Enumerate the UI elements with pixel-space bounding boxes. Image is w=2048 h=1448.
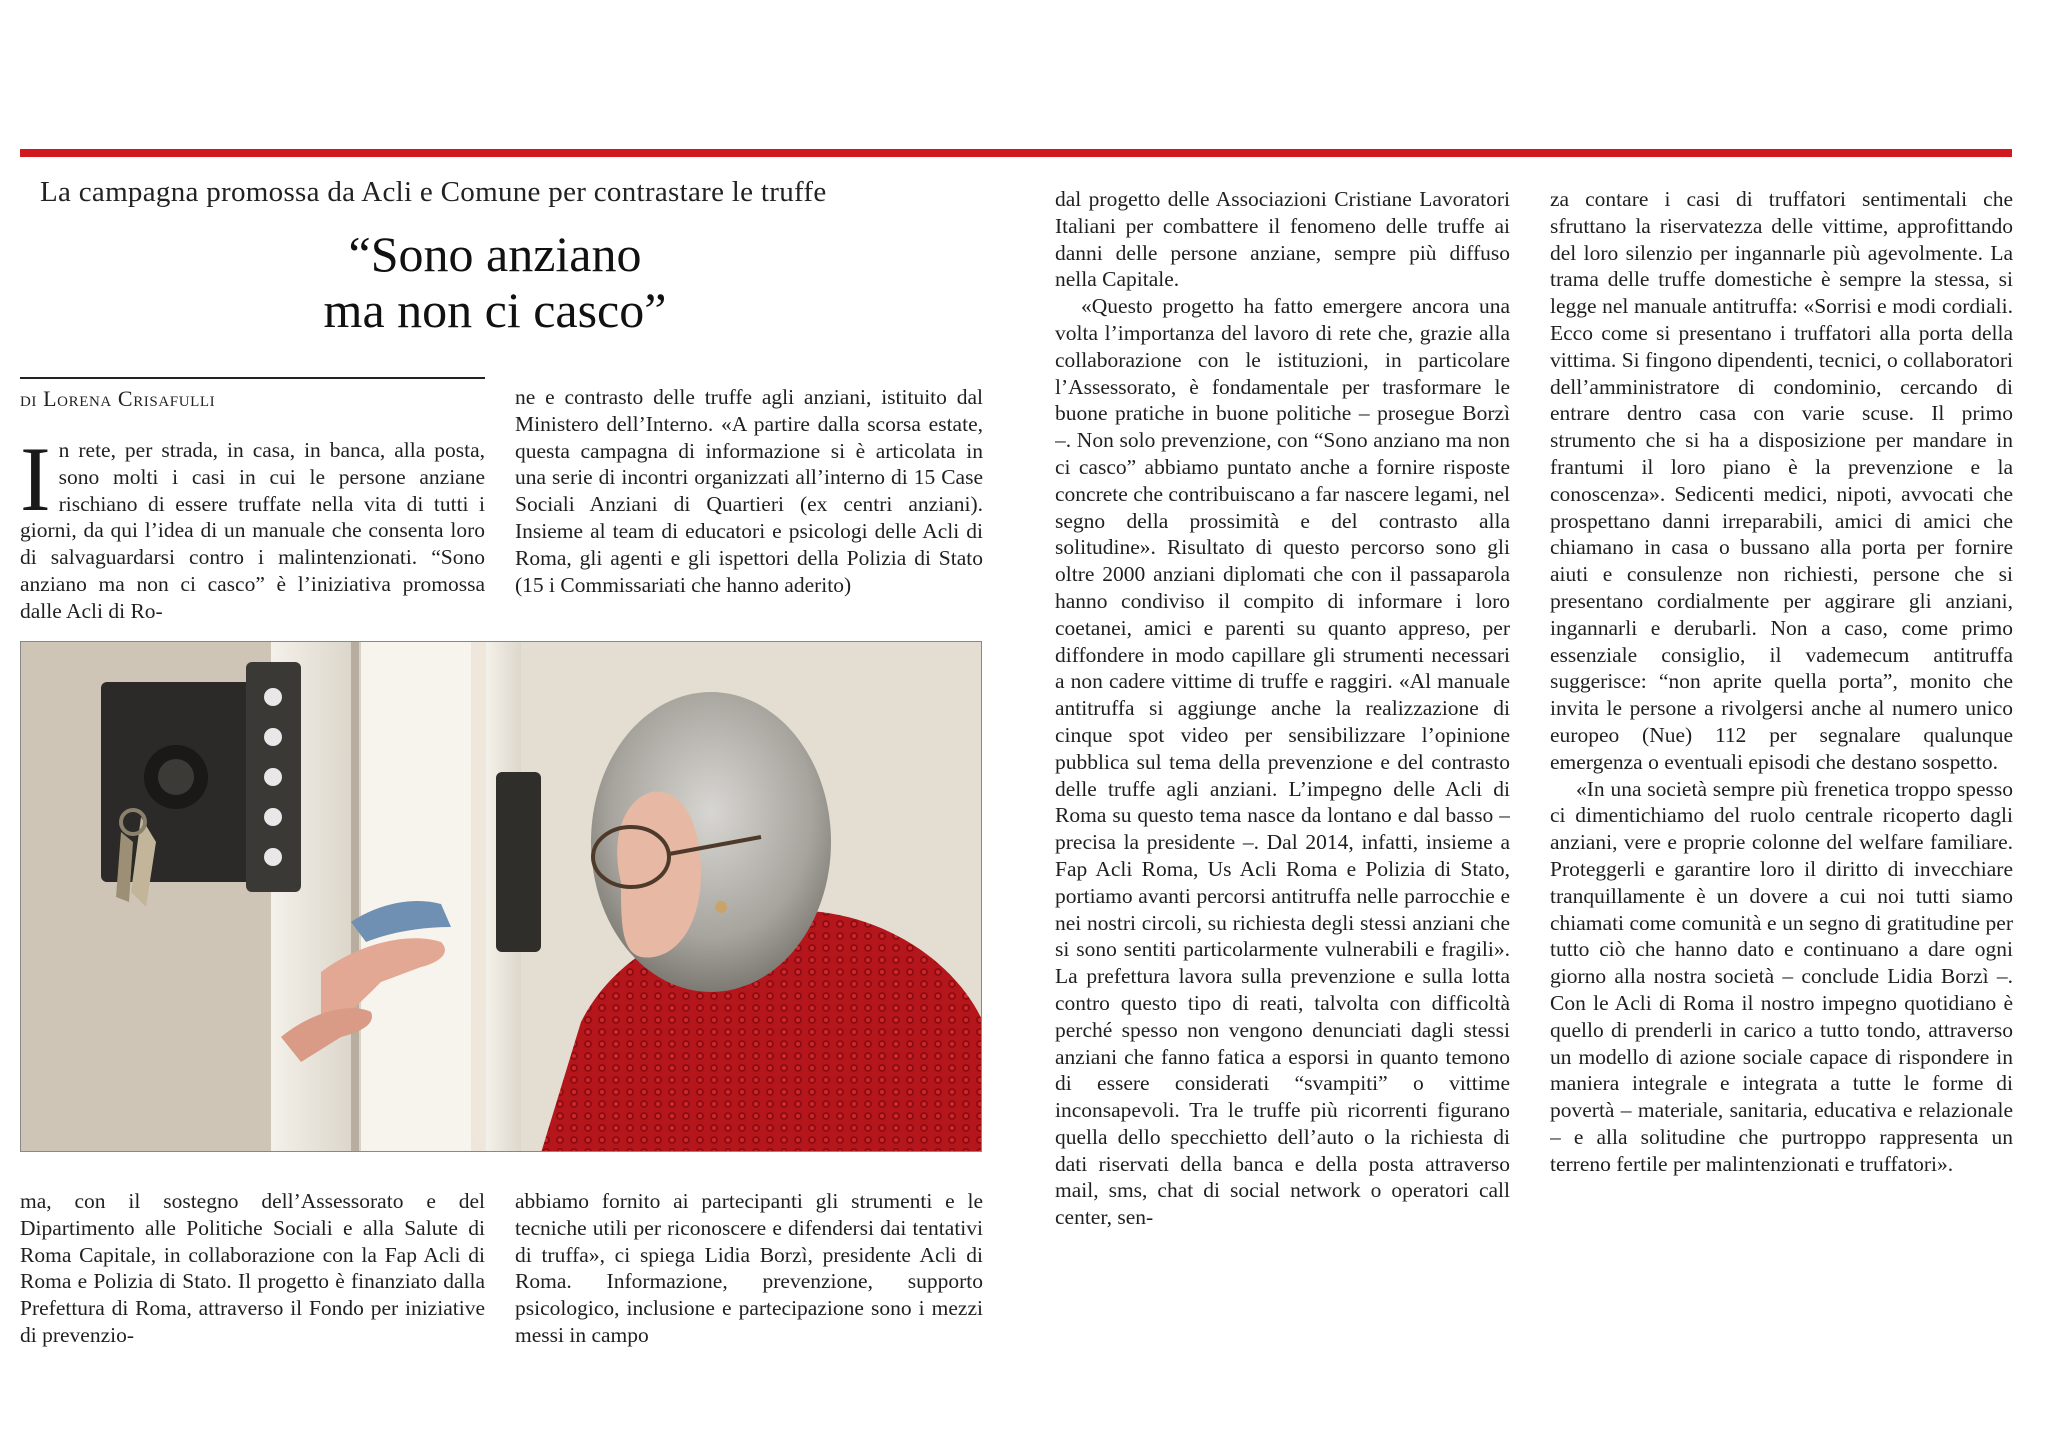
paragraph: za contare i casi di truffatori sentimentali che sfruttano la riservatezza delle vittime, approfittando del loro silenzio per ingannarle più agevolmente. La trama delle truffe domestiche è sempre la stessa, si legge nel manuale antitruffa: «Sorrisi e modi cordiali. Ecco come si presentano i truffatori alla porta della vittima. Si fingono dipendenti, tecnici, o collaboratori dell’amministratore di condominio, cercando di entrare dentro casa con varie scuse. Il primo strumento che si ha a disposizione per mandare in frantumi il loro piano è la prevenzione e la conoscenza». Sedicenti medici, nipoti, avvocati che prospettano danni irreparabili, amici di amici che chiamano in casa o bussano alla porta per fornire aiuti e consulenze non richiesti, persone che si presentano cordialmente per aggirare gli anziani, ingannarli e derubarli. Non a caso, come primo essenziale consiglio, il vademecum antitruffa suggerisce: “non aprite quella porta”, monito che invita le persone a rivolgersi anche al numero unico europeo (Nue) 112 per segnalare qualunque emergenza o eventuali episodi che destano sospetto. (1550, 187, 2013, 774)
column-2-bottom (515, 1188, 983, 1348)
column-4 (1550, 186, 2013, 1348)
paragraph: abbiamo fornito ai partecipanti gli strumenti e le tecniche utili per riconoscere e difendersi dai tentativi di truffa», ci spiega Lidia Borzì, presidente Acli di Roma. Informazione, prevenzione, supporto psicologico, inclusione e partecipazione sono i mezzi messi in campo (515, 1189, 983, 1347)
column-3 (1055, 186, 1510, 1348)
title-line-2: ma non ci casco” (323, 282, 667, 338)
article-title (20, 226, 970, 338)
paragraph: ma, con il sostegno dell’Assessorato e del Dipartimento alle Politiche Sociali e alla Salute di Roma Capitale, in collaborazione con la Fap Acli di Roma e Polizia di Stato. Il progetto è finanziato dalla Prefettura di Roma, attraverso il Fondo per iniziative di prevenzio- (20, 1189, 485, 1347)
column-2-top (515, 384, 983, 624)
paragraph-intro (20, 437, 485, 625)
byline: di Lorena Crisafulli (20, 386, 216, 411)
photo-elderly-woman-at-door-illustration (21, 642, 982, 1152)
title-line-1: “Sono anziano (348, 226, 642, 282)
paragraph: ne e contrasto delle truffe agli anziani, istituito dal Ministero dell’Interno. «A partire dalla scorsa estate, questa campagna di informazione si è articolata in una serie di incontri organizzati all’interno di 15 Case Sociali Anziani di Quartieri (ex centri anziani). Insieme al team di educatori e psicologi delle Acli di Roma, gli agenti e gli ispettori della Polizia di Stato (15 i Commissariati che hanno aderito) (515, 385, 983, 597)
drop-cap: I (20, 437, 51, 530)
paragraph: «In una società sempre più frenetica troppo spesso ci dimentichiamo del ruolo centrale ricoperto dagli anziani, vere e proprie colonne del welfare familiare. Proteggerli e garantire loro il diritto di invecchiare tranquillamente è un dovere a cui noi tutti siamo chiamati come comunità e un segno di gratitudine per tutto ciò che hanno dato e continuano a dare ogni giorno alla nostra società – conclude Lidia Borzì –. Con le Acli di Roma il nostro impegno quotidiano è quello di prenderli in carico a tutto tondo, attraverso un modello di azione sociale capace di rispondere in maniera integrale e integrata a tutte le forme di povertà – materiale, sanitaria, educativa e relazionale – e alla solitudine che purtroppo rappresenta un terreno fertile per malintenzionati e truffatori». (1550, 776, 2013, 1176)
article-photo (20, 641, 982, 1152)
header-red-rule (20, 149, 2012, 157)
column-1-bottom (20, 1188, 485, 1348)
column-1-top (20, 437, 485, 625)
byline-rule (20, 377, 485, 379)
article-kicker: La campagna promossa da Acli e Comune per contrastare le truffe (40, 176, 827, 208)
paragraph: «Questo progetto ha fatto emergere ancora una volta l’importanza del lavoro di rete che, grazie alla collaborazione con le istituzioni, in particolare l’Assessorato, è fondamentale per trasformare le buone pratiche in buone politiche – prosegue Borzì –. Non solo prevenzione, con “Sono anziano ma non ci casco” abbiamo puntato anche a fornire risposte concrete che contribuiscano a far nascere legami, nel segno della prossimità e del contrasto alla solitudine». Risultato di questo percorso sono gli oltre 2000 anziani diplomati che con il passaparola hanno condiviso il compito di informare i loro coetanei, amici e parenti su quanto appreso, per diffondere in modo capillare gli strumenti necessari a non cadere vittime di truffe e raggiri. «Al manuale antitruffa si aggiunge anche la realizzazione di cinque spot video per sensibilizzare l’opinione pubblica sul tema della prevenzione e del contrasto delle truffe agli anziani. L’impegno delle Acli di Roma su questo tema nasce da lontano e dal basso – precisa la presidente –. Dal 2014, infatti, insieme a Fap Acli Roma, Us Acli Roma e Polizia di Stato, portiamo avanti percorsi antitruffa nelle parrocchie e nei nostri circoli, su richiesta degli stessi anziani che si sono sentiti particolarmente vulnerabili e fragili». La prefettura lavora sulla prevenzione e sulla lotta contro questo tipo di reati, talvolta con difficoltà perché spesso non vengono denunciati dagli stessi anziani che fanno fatica a esporsi in quanto temono di essere considerati “svampiti” o vittime inconsapevoli. Tra le truffe più ricorrenti figurano quella dello specchietto dell’auto o la richiesta di dati riservati della banca e della posta attraverso mail, sms, chat di social network o operatori call center, sen- (1055, 294, 1510, 1230)
paragraph: dal progetto delle Associazioni Cristiane Lavoratori Italiani per combattere il fenomeno delle truffe ai danni delle persone anziane, sempre più diffuso nella Capitale. (1055, 187, 1510, 292)
intro-text: n rete, per strada, in casa, in banca, alla posta, sono molti i casi in cui le persone anziane rischiano di essere truffate nella vita di tutti i giorni, da qui l’idea di un manuale che consenta loro di salvaguardarsi contro i malintenzionati. “Sono anziano ma non ci casco” è l’iniziativa promossa dalle Acli di Ro- (20, 438, 485, 623)
